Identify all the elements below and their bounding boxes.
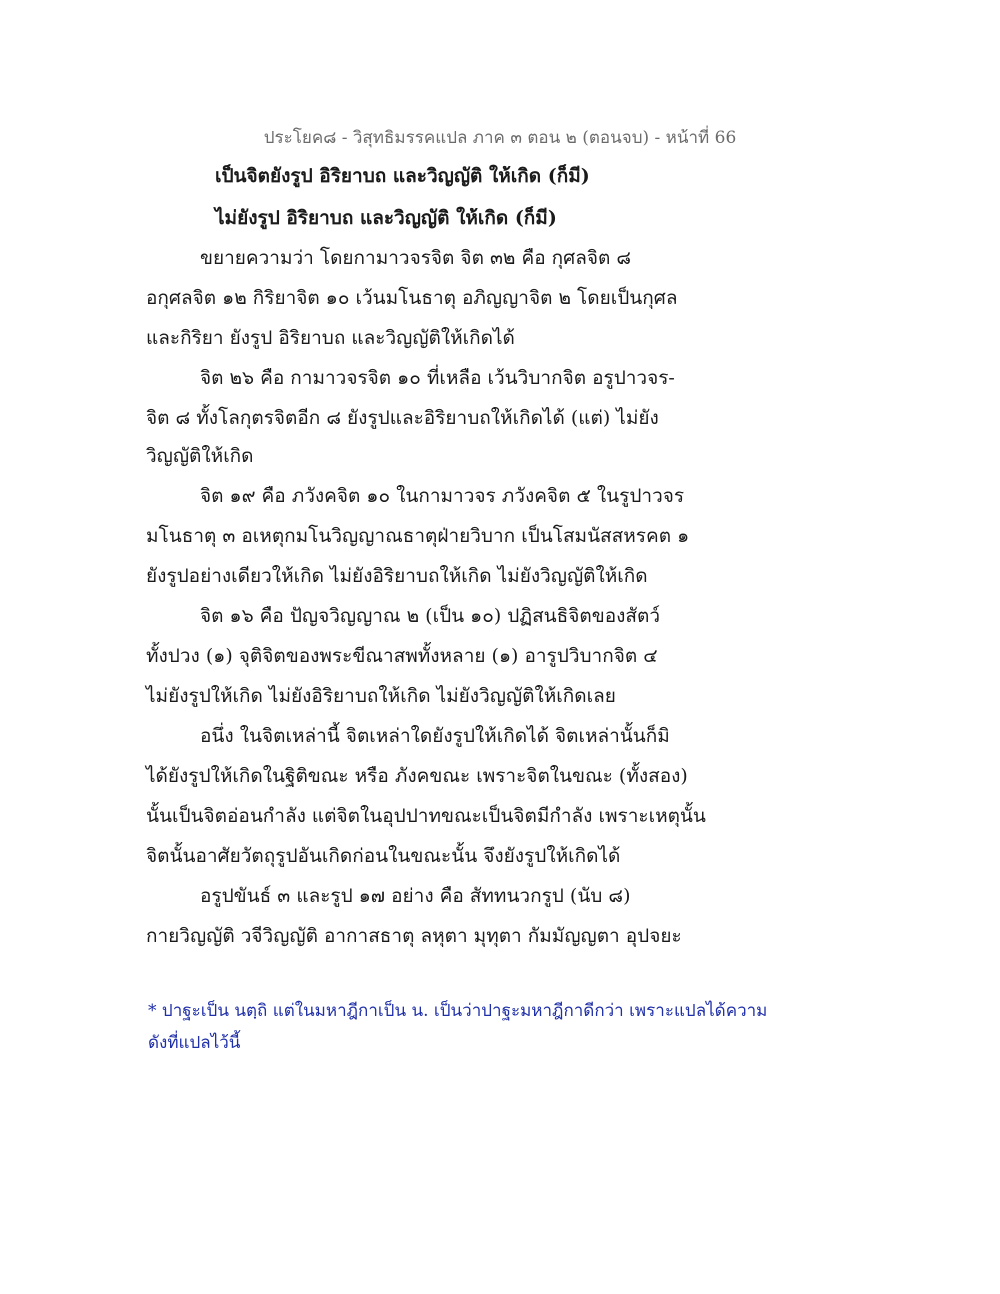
body-line: ไม่ยังรูปให้เกิด ไม่ยังอิริยาบถให้เกิด ไม่ยังวิญญัติให้เกิดเลย <box>146 685 616 707</box>
body-line: มโนธาตุ ๓ อเหตุกมโนวิญญาณธาตุฝ่ายวิบาก เป็นโสมนัสสหรคต ๑ <box>146 525 690 547</box>
body-line: วิญญัติให้เกิด <box>146 445 254 467</box>
body-line: จิต ๑๖ คือ ปัญจวิญญาณ ๒ (เป็น ๑๐) ปฏิสนธิจิตของสัตว์ <box>200 605 661 627</box>
body-line: กายวิญญัติ วจีวิญญัติ อากาสธาตุ ลหุตา มุทุตา กัมมัญญตา อุปจยะ <box>146 925 682 947</box>
body-line: ได้ยังรูปให้เกิดในฐิติขณะ หรือ ภังคขณะ เพราะจิตในขณะ (ทั้งสอง) <box>146 765 688 787</box>
body-line: และกิริยา ยังรูป อิริยาบถ และวิญญัติให้เกิดได้ <box>146 327 515 349</box>
footnote-line-2: ดังที่แปลไว้นี้ <box>148 1033 241 1053</box>
body-line: อรูปขันธ์ ๓ และรูป ๑๗ อย่าง คือ สัททนวกรูป (นับ ๘) <box>200 885 631 907</box>
heading-line-1: เป็นจิตยังรูป อิริยาบถ และวิญญัติ ให้เกิด (ก็มี) <box>215 165 590 187</box>
body-line: จิต ๘ ทั้งโลกุตรจิตอีก ๘ ยังรูปและอิริยาบถให้เกิดได้ (แต่) ไม่ยัง <box>146 407 659 429</box>
footnote-line-1: * ปาฐะเป็น นตฺถิ แต่ในมหาฎีกาเป็น น. เป็นว่าปาฐะมหาฎีกาดีกว่า เพราะแปลได้ความ <box>148 1001 768 1021</box>
body-line: อนึ่ง ในจิตเหล่านี้ จิตเหล่าใดยังรูปให้เกิดได้ จิตเหล่านั้นก็มิ <box>200 725 670 747</box>
body-line: ทั้งปวง (๑) จุติจิตของพระขีณาสพทั้งหลาย (๑) อารูปวิบากจิต ๔ <box>146 645 658 667</box>
body-line: อกุศลจิต ๑๒ กิริยาจิต ๑๐ เว้นมโนธาตุ อภิญญาจิต ๒ โดยเป็นกุศล <box>146 287 678 309</box>
body-line: จิต ๑๙ คือ ภวังคจิต ๑๐ ในกามาวจร ภวังคจิต ๕ ในรูปาวจร <box>200 485 685 507</box>
body-line: ขยายความว่า โดยกามาวจรจิต จิต ๓๒ คือ กุศลจิต ๘ <box>200 247 632 269</box>
body-line: จิต ๒๖ คือ กามาวจรจิต ๑๐ ที่เหลือ เว้นวิบากจิต อรูปาวจร- <box>200 367 675 389</box>
body-line: ยังรูปอย่างเดียวให้เกิด ไม่ยังอิริยาบถให้เกิด ไม่ยังวิญญัติให้เกิด <box>146 565 648 587</box>
heading-line-2: ไม่ยังรูป อิริยาบถ และวิญญัติ ให้เกิด (ก็มี) <box>215 207 557 229</box>
body-line: จิตนั้นอาศัยวัตถุรูปอันเกิดก่อนในขณะนั้น จึงยังรูปให้เกิดได้ <box>146 845 621 867</box>
body-line: นั้นเป็นจิตอ่อนกำลัง แต่จิตในอุปปาทขณะเป็นจิตมีกำลัง เพราะเหตุนั้น <box>146 805 706 827</box>
page-header: ประโยค๘ - วิสุทธิมรรคแปล ภาค ๓ ตอน ๒ (ตอนจบ) - หน้าที่ 66 <box>263 128 737 148</box>
